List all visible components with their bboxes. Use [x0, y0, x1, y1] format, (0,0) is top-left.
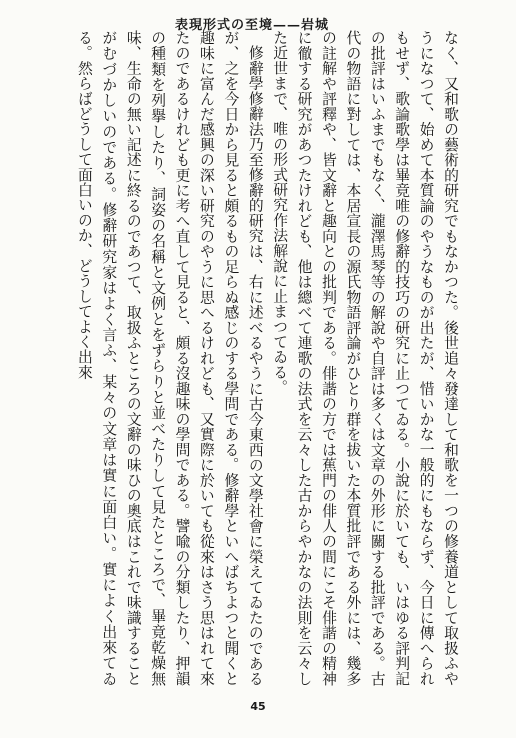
page-number: 45 — [250, 700, 266, 713]
running-head: 表現形式の至境——岩城 — [174, 18, 329, 33]
vertical-body-text — [72, 30, 463, 686]
paragraph-1: なく、又和歌の藝術的研究でもなかつた。後世追々發達して和歌を一つの修養道として取扱ふやうになつて、始めて本質論のやうなものが出たが、惜いかな一般的にもならず、今日に傳へられもせず、歌論歌學は畢竟唯の修辭的技巧の研究に止つてゐる。小說に於いても、いはゆる評判記の批評はいふまでもなく、瀧澤馬琴等の解說や自評は多くは文章の外形に關する批評である。古代の物語に對しては、本居宣長の源氏物語評論がひとり群を拔いた本質批評である外には、幾多の註解や評釋や、皆文辭と趣向との批判である。俳諧の方では蕉門の俳人の間にこそ俳諧の精神に徹する研究があつたけれども、他は總べて連歌の法式を云々した古からやかなの法則を云々した近世まで、唯の形式研究作法解說に止まつてゐる。 — [271, 30, 459, 686]
paragraph-2: 修辭學修辭法乃至修辭的研究は、右に述べるやうに古今東西の文學社會に榮えてゐたのであるが、之を今日から見ると頗るもの足らぬ感じのする學問である。修辭學といへばちよつと聞くと趣味に富んだ感興の深い研究のやうに思へるけれども、又實際に於いても從來はさう思はれて來たのであるけれども更に考へ直して見ると、頗る沒趣味の學問である。譬喩の分類したり、押韻の種類を列擧したり、詞姿の名稱と文例とをずらりと並べたりして見たところで、畢竟乾燥無味、生命の無い記述に終るのであつて、取扱ふところの文辭の味ひの奧底はこれで味識することがむづかしいのである。修辭研究家はよく言ふ、某々の文章は實に面白い。實によく出來てゐる。然らばどうして面白いのか、どうしてよく出來 — [75, 30, 264, 686]
